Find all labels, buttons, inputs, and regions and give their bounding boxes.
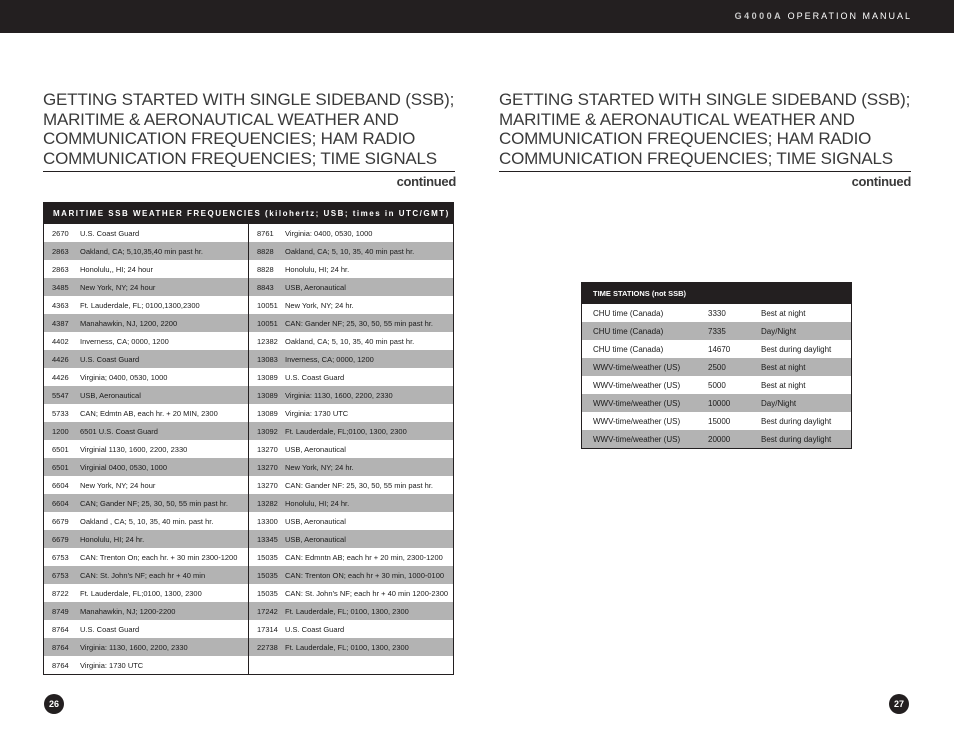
table-row <box>44 332 248 350</box>
table-row <box>582 430 851 448</box>
title-line: MARITIME & AERONAUTICAL WEATHER AND <box>499 109 855 129</box>
table-row <box>44 314 248 332</box>
table-row <box>249 350 453 368</box>
location-cell: New York, NY; 24 hr. <box>285 462 354 472</box>
table-row <box>249 224 453 242</box>
note-cell: Best during daylight <box>761 344 832 354</box>
location-cell: Ft. Lauderdale, FL; 0100, 1300, 2300 <box>285 606 409 616</box>
location-cell: Honolulu,, HI; 24 hour <box>80 264 153 274</box>
location-cell: U.S. Coast Guard <box>80 354 140 364</box>
frequency-cell: 5547 <box>52 390 69 400</box>
table-row <box>249 296 453 314</box>
table-row <box>44 404 248 422</box>
location-cell: Virginia: 1130, 1600, 2200, 2330 <box>80 642 188 652</box>
frequency-cell: 2670 <box>52 228 69 238</box>
table-row <box>249 404 453 422</box>
maritime-column-left <box>44 224 249 674</box>
location-cell: CAN: Edmntn AB; each hr + 20 min, 2300-1200 <box>285 552 443 562</box>
frequency-cell: 15000 <box>708 416 731 426</box>
frequency-cell: 12382 <box>257 336 278 346</box>
note-cell: Best at night <box>761 362 806 372</box>
location-cell: 6501 U.S. Coast Guard <box>80 426 158 436</box>
frequency-cell: 15035 <box>257 570 278 580</box>
table-row <box>582 340 851 358</box>
location-cell: CAN: St. John’s NF; each hr + 40 min 1200-2300 <box>285 588 449 598</box>
frequency-cell: 8843 <box>257 282 274 292</box>
frequency-cell: 3330 <box>708 308 726 318</box>
frequency-cell: 13270 <box>257 444 278 454</box>
frequency-cell: 17242 <box>257 606 278 616</box>
location-cell: CAN: Gander NF; 25, 30, 50, 55 min past hr. <box>285 318 433 328</box>
table-row <box>249 584 453 602</box>
frequency-cell: 13083 <box>257 354 278 364</box>
location-cell: Virginia: 1730 UTC <box>80 660 144 670</box>
frequency-cell: 22738 <box>257 642 278 652</box>
frequency-cell: 7335 <box>708 326 726 336</box>
table-row <box>249 422 453 440</box>
location-cell: CAN: St. John’s NF; each hr + 40 min <box>80 570 206 580</box>
page-number-right: 27 <box>889 694 909 714</box>
table-row <box>44 584 248 602</box>
frequency-cell: 10051 <box>257 318 278 328</box>
table-row <box>44 530 248 548</box>
title-line: COMMUNICATION FREQUENCIES; HAM RADIO <box>499 129 872 148</box>
frequency-cell: 4426 <box>52 372 69 382</box>
location-cell: Inverness, CA; 0000, 1200 <box>80 336 169 346</box>
location-cell: Ft. Lauderdale, FL;0100, 1300, 2300 <box>80 588 202 598</box>
location-cell: U.S. Coast Guard <box>285 372 345 382</box>
frequency-cell: 4363 <box>52 300 69 310</box>
right-page-title <box>499 90 911 168</box>
frequency-cell: 8828 <box>257 246 274 256</box>
station-cell: CHU time (Canada) <box>593 344 664 354</box>
table-row <box>249 602 453 620</box>
frequency-cell: 8764 <box>52 660 69 670</box>
table-row <box>44 350 248 368</box>
table-row <box>44 368 248 386</box>
station-cell: CHU time (Canada) <box>593 326 664 336</box>
right-title-rule <box>499 171 911 172</box>
left-title-rule <box>43 171 455 172</box>
location-cell: USB, Aeronautical <box>285 282 346 292</box>
page-number-left: 26 <box>44 694 64 714</box>
location-cell: CAN: Trenton ON; each hr + 30 min, 1000-0100 <box>285 570 445 580</box>
table-row <box>249 512 453 530</box>
table-row <box>249 368 453 386</box>
maritime-frequencies-table <box>43 202 454 675</box>
table-row <box>249 476 453 494</box>
table-row <box>44 386 248 404</box>
table-row <box>44 260 248 278</box>
frequency-cell: 10051 <box>257 300 278 310</box>
frequency-cell: 6753 <box>52 570 69 580</box>
table-row <box>44 656 248 674</box>
location-cell: Virginial 0400, 0530, 1000 <box>80 462 168 472</box>
location-cell: New York, NY; 24 hr. <box>285 300 354 310</box>
location-cell: Oakland , CA; 5, 10, 35, 40 min. past hr. <box>80 516 214 526</box>
note-cell: Day/Night <box>761 398 797 408</box>
time-stations-table <box>581 282 852 449</box>
frequency-cell: 4426 <box>52 354 69 364</box>
frequency-cell: 13089 <box>257 408 278 418</box>
location-cell: USB, Aeronautical <box>285 516 346 526</box>
station-cell: WWV-time/weather (US) <box>593 434 681 444</box>
location-cell: CAN; Gander NF; 25, 30, 50, 55 min past hr. <box>80 498 228 508</box>
location-cell: Oakland, CA; 5, 10, 35, 40 min past hr. <box>285 246 415 256</box>
frequency-cell: 13300 <box>257 516 278 526</box>
frequency-cell: 5733 <box>52 408 69 418</box>
location-cell: Ft. Lauderdale, FL;0100, 1300, 2300 <box>285 426 407 436</box>
table-row <box>44 512 248 530</box>
title-line: GETTING STARTED WITH SINGLE SIDEBAND (SSB); <box>43 90 455 109</box>
table-row <box>249 656 453 674</box>
frequency-cell: 8749 <box>52 606 69 616</box>
frequency-cell: 13270 <box>257 480 278 490</box>
location-cell: Ft. Lauderdale, FL; 0100, 1300, 2300 <box>285 642 409 652</box>
location-cell: Manahawkin, NJ; 1200-2200 <box>80 606 176 616</box>
table-row <box>249 278 453 296</box>
station-cell: WWV-time/weather (US) <box>593 380 681 390</box>
table-row <box>249 332 453 350</box>
table-row <box>582 358 851 376</box>
location-cell: CAN: Trenton On; each hr. + 30 min 2300-1200 <box>80 552 238 562</box>
location-cell: Virginia; 0400, 0530, 1000 <box>80 372 168 382</box>
note-cell: Best at night <box>761 380 806 390</box>
table-row <box>249 386 453 404</box>
station-cell: WWV-time/weather (US) <box>593 416 681 426</box>
table-row <box>44 566 248 584</box>
station-cell: WWV-time/weather (US) <box>593 362 681 372</box>
maritime-column-right <box>249 224 453 674</box>
table-row <box>44 296 248 314</box>
table-row <box>44 602 248 620</box>
frequency-cell: 6501 <box>52 444 69 454</box>
table-row <box>249 494 453 512</box>
note-cell: Day/Night <box>761 326 797 336</box>
frequency-cell: 8764 <box>52 624 69 634</box>
frequency-cell: 8761 <box>257 228 274 238</box>
time-stations-rows <box>582 304 851 448</box>
frequency-cell: 20000 <box>708 434 731 444</box>
location-cell: Ft. Lauderdale, FL; 0100,1300,2300 <box>80 300 200 310</box>
frequency-cell: 2500 <box>708 362 726 372</box>
location-cell: USB, Aeronautical <box>285 444 346 454</box>
table-row <box>44 476 248 494</box>
table-row <box>582 322 851 340</box>
maritime-table-header: MARITIME SSB WEATHER FREQUENCIES (kilohertz; USB; times in UTC/GMT) <box>44 203 453 224</box>
location-cell: CAN: Gander NF: 25, 30, 50, 55 min past hr. <box>285 480 433 490</box>
frequency-cell: 6753 <box>52 552 69 562</box>
location-cell: USB, Aeronautical <box>80 390 141 400</box>
title-line: GETTING STARTED WITH SINGLE SIDEBAND (SSB); <box>499 90 911 109</box>
table-row <box>249 530 453 548</box>
table-row <box>249 242 453 260</box>
table-row <box>44 620 248 638</box>
location-cell: New York, NY; 24 hour <box>80 480 156 490</box>
left-page-title <box>43 90 455 168</box>
location-cell: Manahawkin, NJ, 1200, 2200 <box>80 318 178 328</box>
table-row <box>582 304 851 322</box>
table-row <box>249 566 453 584</box>
frequency-cell: 13092 <box>257 426 278 436</box>
table-row <box>582 394 851 412</box>
location-cell: Inverness, CA; 0000, 1200 <box>285 354 374 364</box>
location-cell: Honolulu, HI; 24 hr. <box>285 264 350 274</box>
station-cell: WWV-time/weather (US) <box>593 398 681 408</box>
frequency-cell: 13270 <box>257 462 278 472</box>
frequency-cell: 13089 <box>257 390 278 400</box>
frequency-cell: 8722 <box>52 588 69 598</box>
location-cell: Virginia: 1730 UTC <box>285 408 349 418</box>
frequency-cell: 4387 <box>52 318 69 328</box>
table-row <box>44 422 248 440</box>
model-name: G4000A <box>734 11 784 21</box>
station-cell: CHU time (Canada) <box>593 308 664 318</box>
frequency-cell: 4402 <box>52 336 69 346</box>
table-row <box>249 440 453 458</box>
table-row <box>249 458 453 476</box>
table-row <box>44 494 248 512</box>
location-cell: Oakland, CA; 5, 10, 35, 40 min past hr. <box>285 336 415 346</box>
table-row <box>44 278 248 296</box>
frequency-cell: 6604 <box>52 498 69 508</box>
maritime-table-body <box>44 224 453 674</box>
title-line: COMMUNICATION FREQUENCIES; HAM RADIO <box>43 129 416 148</box>
frequency-cell: 8764 <box>52 642 69 652</box>
frequency-cell: 10000 <box>708 398 731 408</box>
table-row <box>249 620 453 638</box>
manual-title <box>735 11 912 21</box>
frequency-cell: 8828 <box>257 264 274 274</box>
note-cell: Best during daylight <box>761 416 832 426</box>
location-cell: USB, Aeronautical <box>285 534 346 544</box>
frequency-cell: 3485 <box>52 282 69 292</box>
note-cell: Best during daylight <box>761 434 832 444</box>
table-row <box>249 260 453 278</box>
frequency-cell: 2863 <box>52 246 69 256</box>
frequency-cell: 13345 <box>257 534 278 544</box>
time-stations-header: TIME STATIONS (not SSB) <box>582 283 851 304</box>
table-row <box>44 440 248 458</box>
title-line: COMMUNICATION FREQUENCIES; TIME SIGNALS <box>499 148 893 168</box>
frequency-cell: 14670 <box>708 344 731 354</box>
table-row <box>582 376 851 394</box>
location-cell: Virginia: 0400, 0530, 1000 <box>285 228 373 238</box>
frequency-cell: 15035 <box>257 588 278 598</box>
location-cell: Oakland, CA; 5,10,35,40 min past hr. <box>80 246 203 256</box>
top-bar <box>0 0 954 33</box>
location-cell: Virginia: 1130, 1600, 2200, 2330 <box>285 390 393 400</box>
right-continued-label: continued <box>851 174 911 189</box>
frequency-cell: 1200 <box>52 426 69 436</box>
table-row <box>44 638 248 656</box>
table-row <box>44 458 248 476</box>
location-cell: Honolulu, HI; 24 hr. <box>285 498 350 508</box>
frequency-cell: 13089 <box>257 372 278 382</box>
table-row <box>249 638 453 656</box>
manual-label: OPERATION MANUAL <box>787 11 912 21</box>
frequency-cell: 5000 <box>708 380 726 390</box>
frequency-cell: 15035 <box>257 552 278 562</box>
location-cell: U.S. Coast Guard <box>285 624 345 634</box>
table-row <box>44 242 248 260</box>
table-row <box>582 412 851 430</box>
table-row <box>44 548 248 566</box>
frequency-cell: 6679 <box>52 516 69 526</box>
location-cell: Honolulu, HI; 24 hr. <box>80 534 145 544</box>
location-cell: U.S. Coast Guard <box>80 228 140 238</box>
table-row <box>44 224 248 242</box>
frequency-cell: 2863 <box>52 264 69 274</box>
location-cell: Virginial 1130, 1600, 2200, 2330 <box>80 444 188 454</box>
location-cell: New York, NY; 24 hour <box>80 282 156 292</box>
table-row <box>249 548 453 566</box>
frequency-cell: 13282 <box>257 498 278 508</box>
table-row <box>249 314 453 332</box>
frequency-cell: 6679 <box>52 534 69 544</box>
location-cell: U.S. Coast Guard <box>80 624 140 634</box>
note-cell: Best at night <box>761 308 806 318</box>
title-line: COMMUNICATION FREQUENCIES; TIME SIGNALS <box>43 148 437 168</box>
frequency-cell: 6604 <box>52 480 69 490</box>
title-line: MARITIME & AERONAUTICAL WEATHER AND <box>43 109 399 129</box>
left-continued-label: continued <box>396 174 456 189</box>
frequency-cell: 6501 <box>52 462 69 472</box>
frequency-cell: 17314 <box>257 624 278 634</box>
location-cell: CAN; Edmtn AB, each hr. + 20 MIN, 2300 <box>80 408 218 418</box>
